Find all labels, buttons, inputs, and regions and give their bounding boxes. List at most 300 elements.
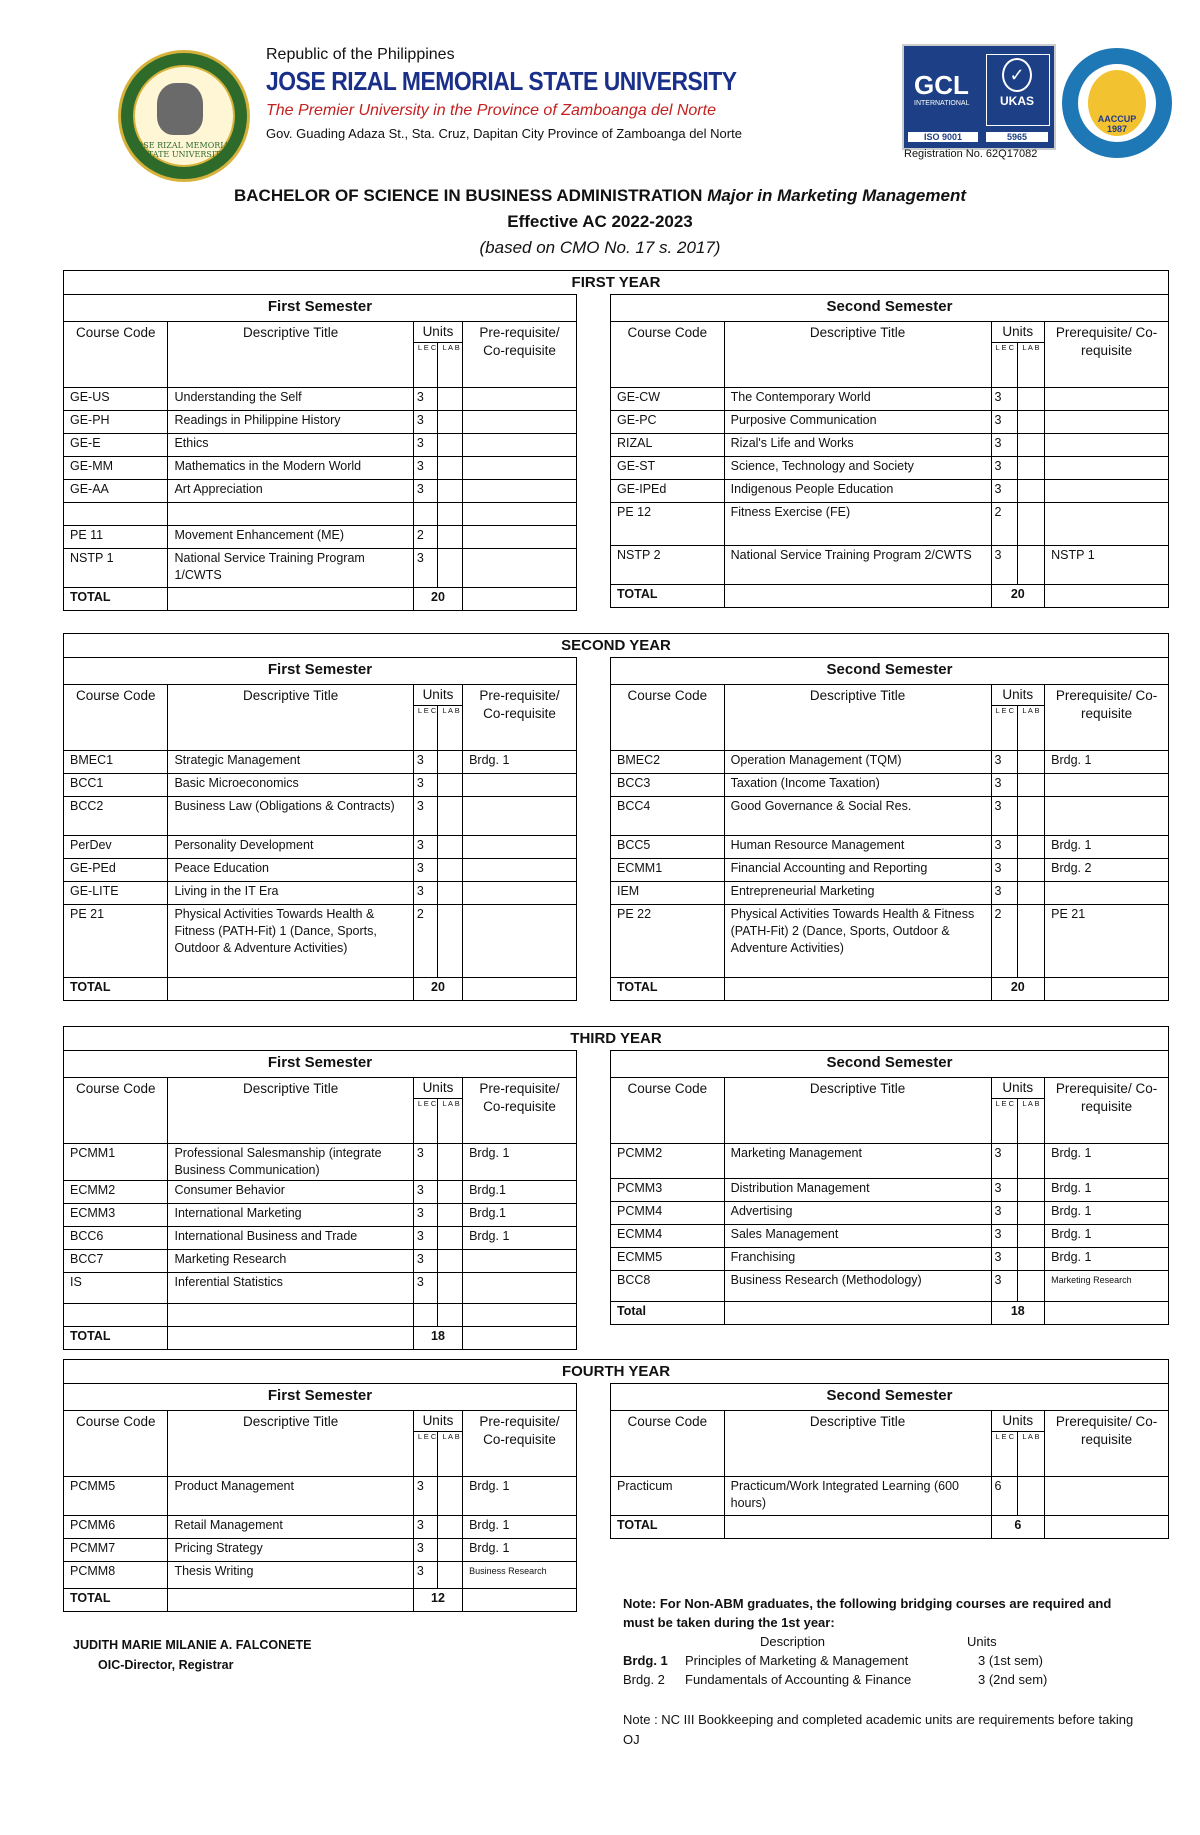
course-row [64, 1562, 577, 1589]
course-row [64, 503, 577, 526]
total-blank [168, 978, 413, 1001]
course-title: Thesis Writing [168, 1562, 413, 1589]
course-row [64, 1250, 577, 1273]
prerequisite-header: Pre-requisite/ Co-requisite [463, 1411, 577, 1477]
lec-label: L E C [417, 343, 437, 352]
course-lec-units: 3 [991, 774, 1018, 797]
course-code: GE-ST [611, 457, 725, 480]
descriptive-title-header: Descriptive Title [724, 685, 991, 751]
course-prerequisite: Marketing Research [1045, 1271, 1169, 1302]
total-prereq-blank [1045, 1516, 1169, 1539]
total-prereq-blank [463, 588, 577, 611]
course-title: Rizal's Life and Works [724, 434, 991, 457]
program-title [0, 186, 1200, 206]
seal-text: JOSE RIZAL MEMORIAL STATE UNIVERSITY [133, 141, 235, 159]
lec-label: L E C [417, 1432, 437, 1441]
course-lab-units [1018, 411, 1045, 434]
course-row [64, 905, 577, 978]
course-code: GE-US [64, 388, 168, 411]
course-lab-units [438, 434, 463, 457]
units-header [991, 1411, 1045, 1477]
course-lec-units: 6 [991, 1477, 1018, 1516]
effective-year: Effective AC 2022-2023 [507, 212, 693, 231]
prerequisite-header: Prerequisite/ Co-requisite [1045, 1078, 1169, 1144]
course-lec-units: 3 [991, 546, 1018, 585]
course-title: Retail Management [168, 1516, 413, 1539]
course-code: BCC5 [611, 836, 725, 859]
course-title: Professional Salesmanship (integrate Business Communication) [168, 1144, 413, 1181]
course-code: BMEC2 [611, 751, 725, 774]
course-lab-units [438, 503, 463, 526]
course-row [611, 1248, 1169, 1271]
course-prerequisite [1045, 411, 1169, 434]
y3-second-semester-table [610, 1050, 1169, 1325]
course-prerequisite [463, 411, 577, 434]
lec-label: L E C [995, 1432, 1014, 1441]
course-code-header: Course Code [64, 1078, 168, 1144]
course-prerequisite [1045, 774, 1169, 797]
y1-second-semester-table [610, 294, 1169, 608]
course-lab-units [1018, 503, 1045, 546]
bridge-1-code: Brdg. 1 [623, 1653, 668, 1668]
course-prerequisite [463, 905, 577, 978]
course-title: National Service Training Program 2/CWTS [724, 546, 991, 585]
units-label: Units [414, 1078, 462, 1099]
course-code: PCMM3 [611, 1179, 725, 1202]
course-lec-units: 3 [413, 859, 438, 882]
lec-label: L E C [995, 343, 1014, 352]
course-row [64, 480, 577, 503]
total-label: TOTAL [611, 1516, 725, 1539]
course-lab-units [1018, 1225, 1045, 1248]
y3-first-semester-table [63, 1050, 577, 1350]
units-label: Units [992, 1411, 1045, 1432]
course-code: PE 11 [64, 526, 168, 549]
total-label: TOTAL [611, 978, 725, 1001]
course-row [64, 751, 577, 774]
total-prereq-blank [463, 978, 577, 1001]
course-prerequisite [463, 882, 577, 905]
course-lec-units: 3 [991, 797, 1018, 836]
course-row [64, 1516, 577, 1539]
course-lab-units [1018, 1179, 1045, 1202]
course-title: Science, Technology and Society [724, 457, 991, 480]
descriptive-title-header: Descriptive Title [168, 685, 413, 751]
crown-check-icon: ✓ [1002, 58, 1032, 92]
course-code: GE-IPEd [611, 480, 725, 503]
course-code: BCC1 [64, 774, 168, 797]
course-lec-units: 3 [413, 774, 438, 797]
bridge-1-units: 3 (1st sem) [978, 1653, 1044, 1668]
course-prerequisite: Brdg. 1 [1045, 1202, 1169, 1225]
course-code: PE 21 [64, 905, 168, 978]
course-lec-units: 3 [413, 1562, 438, 1589]
course-prerequisite [1045, 480, 1169, 503]
course-lab-units [438, 859, 463, 882]
course-prerequisite [463, 836, 577, 859]
course-lec-units: 3 [413, 388, 438, 411]
course-code-header: Course Code [611, 1411, 725, 1477]
course-lec-units: 3 [991, 1179, 1018, 1202]
republic-line: Republic of the Philippines [266, 46, 455, 63]
y4-title: FOURTH YEAR [63, 1359, 1169, 1384]
course-lec-units: 3 [413, 457, 438, 480]
course-code: GE-PEd [64, 859, 168, 882]
course-code: PE 12 [611, 503, 725, 546]
course-lab-units [438, 1304, 463, 1327]
course-prerequisite [463, 388, 577, 411]
course-code: Practicum [611, 1477, 725, 1516]
total-prereq-blank [1045, 978, 1169, 1001]
course-lec-units: 3 [991, 1271, 1018, 1302]
units-label: Units [992, 322, 1045, 343]
course-row [64, 1273, 577, 1304]
course-title: Ethics [168, 434, 413, 457]
course-lec-units: 2 [413, 905, 438, 978]
y2-second-semester-table [610, 657, 1169, 1001]
prerequisite-header: Pre-requisite/ Co-requisite [463, 1078, 577, 1144]
course-lab-units [1018, 1248, 1045, 1271]
bridging-units-header: Units [967, 1634, 997, 1649]
course-title: Living in the IT Era [168, 882, 413, 905]
course-title: Entrepreneurial Marketing [724, 882, 991, 905]
course-prerequisite: Brdg. 1 [463, 1477, 577, 1516]
course-prerequisite [463, 1304, 577, 1327]
course-lec-units: 3 [413, 1250, 438, 1273]
total-label: TOTAL [64, 1327, 168, 1350]
course-row [64, 434, 577, 457]
course-lab-units [438, 774, 463, 797]
total-label: TOTAL [611, 585, 725, 608]
course-title: National Service Training Program 1/CWTS [168, 549, 413, 588]
bridge-2-units: 3 (2nd sem) [978, 1672, 1048, 1687]
course-prerequisite: Brdg. 1 [463, 1227, 577, 1250]
course-prerequisite: Brdg. 1 [1045, 1179, 1169, 1202]
course-row [64, 1144, 577, 1181]
semester-heading: Second Semester [611, 1051, 1169, 1078]
gcl-label: GCL [914, 70, 969, 100]
total-units: 12 [413, 1589, 462, 1612]
course-code-header: Course Code [64, 685, 168, 751]
course-prerequisite [1045, 503, 1169, 546]
course-title: Movement Enhancement (ME) [168, 526, 413, 549]
course-prerequisite [1045, 882, 1169, 905]
course-lec-units: 3 [991, 411, 1018, 434]
lab-label: L A B [1017, 706, 1044, 750]
course-lab-units [1018, 480, 1045, 503]
course-prerequisite [463, 774, 577, 797]
course-row [64, 1204, 577, 1227]
course-row [64, 1227, 577, 1250]
course-title: Marketing Research [168, 1250, 413, 1273]
course-code: GE-CW [611, 388, 725, 411]
course-row [64, 549, 577, 588]
course-lec-units: 3 [413, 480, 438, 503]
course-row [64, 526, 577, 549]
prerequisite-header: Prerequisite/ Co-requisite [1045, 1411, 1169, 1477]
course-prerequisite: Brdg. 1 [1045, 1225, 1169, 1248]
course-row [611, 480, 1169, 503]
course-lec-units: 3 [413, 1539, 438, 1562]
university-name: JOSE RIZAL MEMORIAL STATE UNIVERSITY [266, 66, 737, 96]
course-lab-units [1018, 882, 1045, 905]
course-code-header: Course Code [611, 322, 725, 388]
y1-title: FIRST YEAR [63, 270, 1169, 295]
course-lec-units: 3 [413, 882, 438, 905]
units-label: Units [414, 685, 462, 706]
course-prerequisite: Brdg. 1 [1045, 1144, 1169, 1179]
course-lab-units [438, 388, 463, 411]
course-prerequisite [463, 457, 577, 480]
course-lec-units: 3 [413, 1516, 438, 1539]
course-title: Physical Activities Towards Health & Fitness (PATH-Fit) 1 (Dance, Sports, Outdoor & Adventure Activities) [168, 905, 413, 978]
course-row [611, 1179, 1169, 1202]
course-lab-units [438, 1250, 463, 1273]
course-lab-units [1018, 1144, 1045, 1179]
lab-label: L A B [1017, 343, 1044, 387]
lab-label: L A B [437, 343, 462, 387]
y4-first-semester-table [63, 1383, 577, 1612]
total-blank [168, 588, 413, 611]
course-title: Good Governance & Social Res. [724, 797, 991, 836]
course-lec-units: 3 [991, 882, 1018, 905]
course-lab-units [438, 1516, 463, 1539]
course-lec-units: 3 [991, 859, 1018, 882]
course-prerequisite [463, 434, 577, 457]
total-units: 6 [991, 1516, 1045, 1539]
course-code: BMEC1 [64, 751, 168, 774]
course-row [611, 859, 1169, 882]
signatory-position: OIC-Director, Registrar [98, 1658, 234, 1672]
course-code: BCC8 [611, 1271, 725, 1302]
gcl-ukas-logo [902, 44, 1056, 150]
course-code-header: Course Code [611, 685, 725, 751]
total-label: Total [611, 1302, 725, 1325]
course-lec-units: 3 [413, 836, 438, 859]
course-lec-units: 3 [991, 1248, 1018, 1271]
course-code-header: Course Code [611, 1078, 725, 1144]
course-lab-units [1018, 836, 1045, 859]
course-lec-units: 3 [413, 751, 438, 774]
course-code: BCC2 [64, 797, 168, 836]
course-lab-units [438, 751, 463, 774]
course-prerequisite: NSTP 1 [1045, 546, 1169, 585]
course-row [611, 457, 1169, 480]
course-lab-units [438, 1273, 463, 1304]
course-lec-units: 3 [991, 1225, 1018, 1248]
course-lec-units [413, 503, 438, 526]
course-row [64, 411, 577, 434]
course-lec-units: 3 [413, 1204, 438, 1227]
course-lec-units: 3 [991, 1144, 1018, 1179]
descriptive-title-header: Descriptive Title [168, 1078, 413, 1144]
course-row [611, 797, 1169, 836]
course-lec-units: 3 [991, 751, 1018, 774]
course-prerequisite: Brdg. 1 [1045, 751, 1169, 774]
course-title: Marketing Management [724, 1144, 991, 1179]
course-lab-units [438, 836, 463, 859]
course-title: Advertising [724, 1202, 991, 1225]
course-row [611, 546, 1169, 585]
university-tagline: The Premier University in the Province of Zamboanga del Norte [266, 102, 716, 119]
course-prerequisite [463, 503, 577, 526]
iso-label: ISO 9001 [908, 132, 978, 142]
course-row [611, 388, 1169, 411]
descriptive-title-header: Descriptive Title [168, 1411, 413, 1477]
ukas-label: UKAS [999, 94, 1034, 108]
course-row [611, 1144, 1169, 1179]
course-lec-units: 3 [413, 411, 438, 434]
total-label: TOTAL [64, 978, 168, 1001]
course-code: PCMM7 [64, 1539, 168, 1562]
course-code: ECMM5 [611, 1248, 725, 1271]
descriptive-title-header: Descriptive Title [724, 1078, 991, 1144]
lec-label: L E C [417, 706, 437, 715]
lec-label: L E C [995, 1099, 1014, 1108]
semester-heading: Second Semester [611, 1384, 1169, 1411]
course-code: BCC4 [611, 797, 725, 836]
course-prerequisite: Brdg.1 [463, 1181, 577, 1204]
course-row [64, 1477, 577, 1516]
total-units: 18 [413, 1327, 462, 1350]
course-code: BCC3 [611, 774, 725, 797]
total-label: TOTAL [64, 588, 168, 611]
course-row [611, 836, 1169, 859]
course-row [64, 388, 577, 411]
units-header [991, 322, 1045, 388]
course-code [64, 1304, 168, 1327]
bridge-2-desc: Fundamentals of Accounting & Finance [685, 1672, 912, 1687]
course-title [168, 503, 413, 526]
bridge-1-desc: Principles of Marketing & Management [685, 1653, 909, 1668]
course-prerequisite [463, 526, 577, 549]
course-prerequisite [463, 1273, 577, 1304]
course-code-header: Course Code [64, 1411, 168, 1477]
y2-title: SECOND YEAR [63, 633, 1169, 658]
course-code: PCMM4 [611, 1202, 725, 1225]
course-lab-units [438, 1562, 463, 1589]
units-header [413, 685, 462, 751]
course-code: PerDev [64, 836, 168, 859]
course-code: IS [64, 1273, 168, 1304]
course-lec-units: 3 [991, 434, 1018, 457]
course-title: Purposive Communication [724, 411, 991, 434]
course-code: NSTP 2 [611, 546, 725, 585]
course-row [611, 774, 1169, 797]
units-header [991, 1078, 1045, 1144]
units-header [413, 1078, 462, 1144]
bridge-2-code: Brdg. 2 [623, 1672, 665, 1687]
course-lec-units: 3 [991, 836, 1018, 859]
course-lab-units [438, 1204, 463, 1227]
course-prerequisite [463, 1250, 577, 1273]
course-title: Taxation (Income Taxation) [724, 774, 991, 797]
course-code: PCMM6 [64, 1516, 168, 1539]
lab-label: L A B [1017, 1099, 1044, 1143]
descriptive-title-header: Descriptive Title [168, 322, 413, 388]
course-lab-units [438, 797, 463, 836]
course-lec-units: 3 [413, 1477, 438, 1516]
course-prerequisite: Brdg. 1 [463, 1516, 577, 1539]
course-row [64, 457, 577, 480]
course-lec-units: 3 [413, 1227, 438, 1250]
descriptive-title-header: Descriptive Title [724, 322, 991, 388]
course-code: PCMM5 [64, 1477, 168, 1516]
course-row [611, 905, 1169, 978]
university-seal [118, 50, 250, 182]
units-header [413, 1411, 462, 1477]
gcl-sub-label: INTERNATIONAL [914, 100, 970, 107]
course-prerequisite: Brdg. 1 [463, 1539, 577, 1562]
course-code: GE-E [64, 434, 168, 457]
lec-label: L E C [417, 1099, 437, 1108]
course-row [611, 1202, 1169, 1225]
course-title: Art Appreciation [168, 480, 413, 503]
course-lab-units [438, 1181, 463, 1204]
course-lab-units [1018, 774, 1045, 797]
course-prerequisite [1045, 797, 1169, 836]
course-code: ECMM2 [64, 1181, 168, 1204]
course-prerequisite [1045, 388, 1169, 411]
total-units: 20 [991, 978, 1045, 1001]
course-row [611, 882, 1169, 905]
lab-label: L A B [1017, 1432, 1044, 1476]
course-lec-units: 3 [413, 434, 438, 457]
semester-heading: First Semester [64, 658, 577, 685]
course-title: Understanding the Self [168, 388, 413, 411]
course-code [64, 503, 168, 526]
course-lab-units [1018, 1477, 1045, 1516]
course-lec-units: 3 [413, 549, 438, 588]
course-lab-units [438, 905, 463, 978]
course-lab-units [1018, 546, 1045, 585]
units-label: Units [992, 1078, 1045, 1099]
lab-label: L A B [437, 1432, 462, 1476]
program-name: BACHELOR OF SCIENCE IN BUSINESS ADMINISTRATION [233, 186, 703, 205]
course-code: GE-PH [64, 411, 168, 434]
units-header [413, 322, 462, 388]
prerequisite-header: Pre-requisite/ Co-requisite [463, 685, 577, 751]
course-title: Product Management [168, 1477, 413, 1516]
y2-first-semester-table [63, 657, 577, 1001]
total-prereq-blank [1045, 1302, 1169, 1325]
course-title: Operation Management (TQM) [724, 751, 991, 774]
course-code: GE-PC [611, 411, 725, 434]
course-prerequisite [463, 480, 577, 503]
course-code: BCC6 [64, 1227, 168, 1250]
course-lec-units: 3 [991, 1202, 1018, 1225]
course-lab-units [1018, 859, 1045, 882]
bridging-note: Note: For Non-ABM graduates, the following bridging courses are required and must be taken during the 1st year: [623, 1596, 1112, 1630]
course-lec-units: 3 [413, 1181, 438, 1204]
course-row [611, 751, 1169, 774]
total-prereq-blank [1045, 585, 1169, 608]
course-title: Human Resource Management [724, 836, 991, 859]
prerequisite-header: Pre-requisite/ Co-requisite [463, 322, 577, 388]
course-prerequisite: Brdg. 1 [463, 1144, 577, 1181]
ukas-number: 5965 [986, 132, 1048, 142]
cmo-basis: (based on CMO No. 17 s. 2017) [479, 238, 721, 257]
course-lab-units [1018, 388, 1045, 411]
course-row [611, 503, 1169, 546]
course-lec-units: 3 [413, 1273, 438, 1304]
y3-title: THIRD YEAR [63, 1026, 1169, 1051]
course-code: GE-MM [64, 457, 168, 480]
aaccup-logo [1062, 48, 1172, 158]
course-code: BCC7 [64, 1250, 168, 1273]
course-row [611, 1225, 1169, 1248]
units-label: Units [992, 685, 1045, 706]
